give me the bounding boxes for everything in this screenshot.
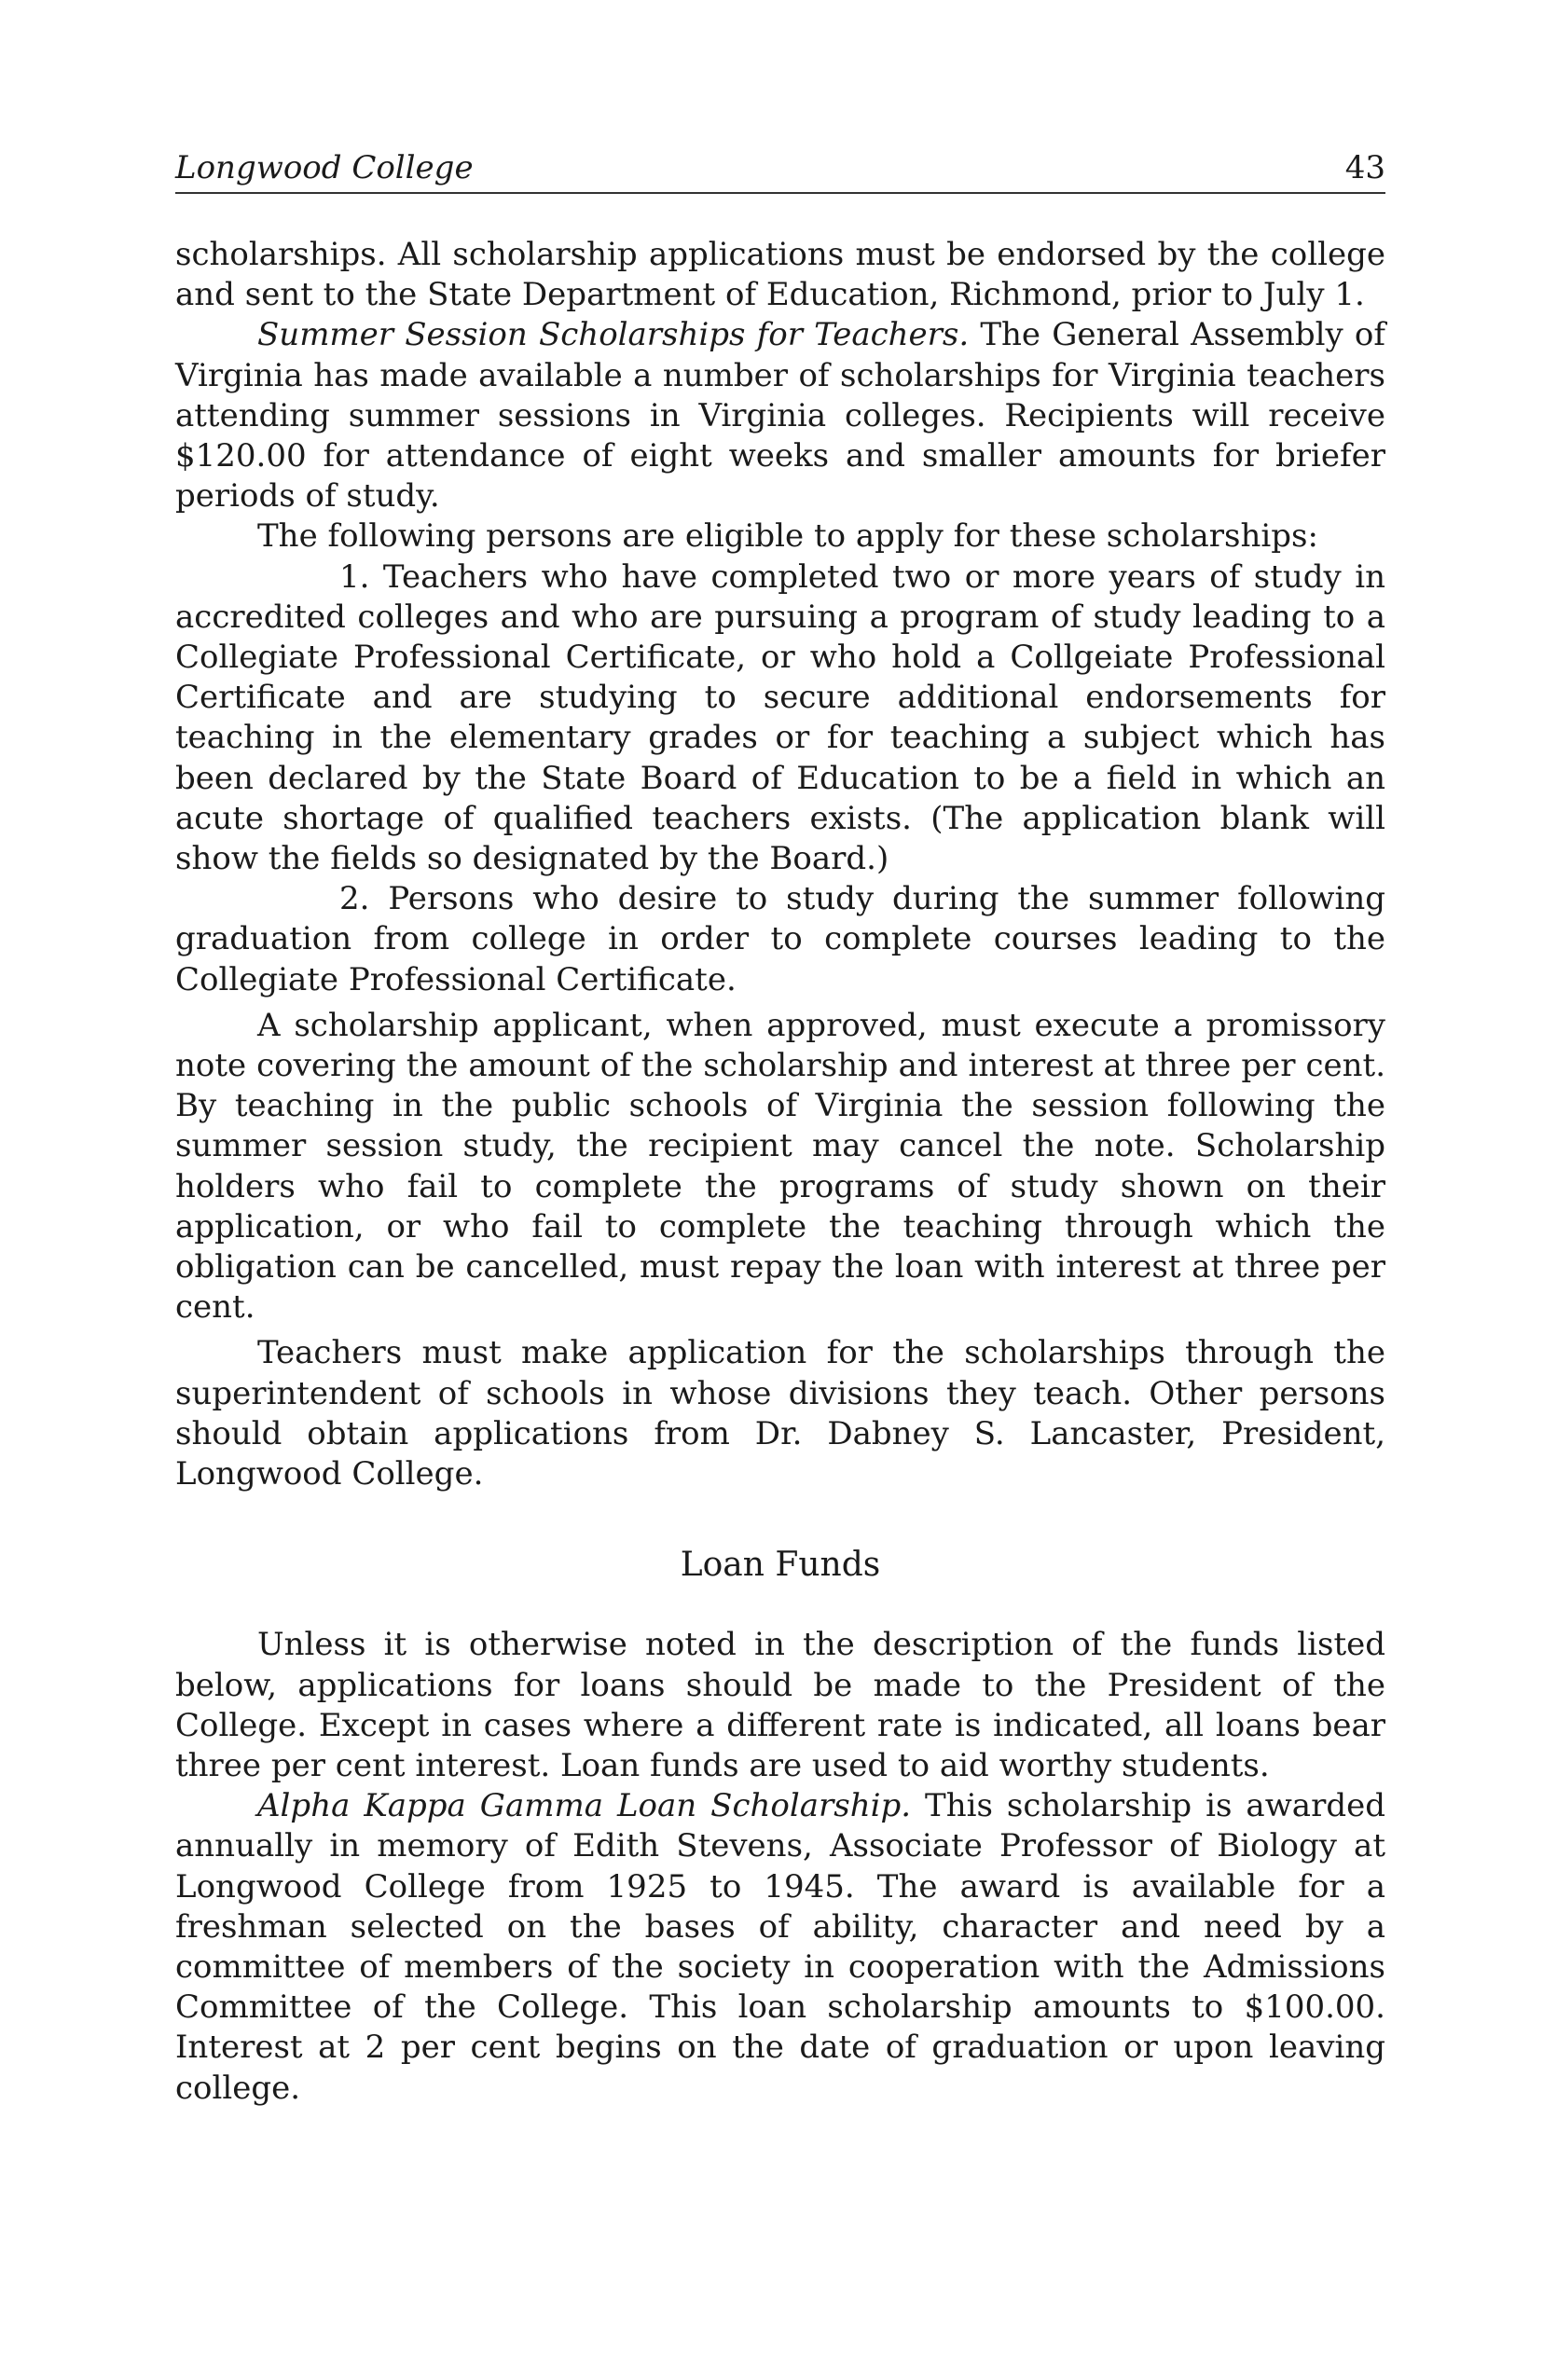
paragraph-summer-session bbox=[175, 315, 1385, 516]
alpha-kappa-gamma-title: Alpha Kappa Gamma Loan Scholarship. bbox=[257, 1787, 912, 1825]
page-number: 43 bbox=[1344, 149, 1385, 186]
list-item-1-text: Teachers who have completed two or more years of study in accredited colleges and who are pursuing a program of study leading to a Collegiate Professional Certificate, or who hold a Collgeiate Professional Certificate and are studying to secure additional endorsements for teaching in the elementary grades or for teaching a subject which has been declared by the State Board of Education to be a field in which an acute shortage of qualified teachers exists. (The application blank will show the fields so designated by the Board.) bbox=[175, 557, 1385, 878]
paragraph-eligibility: The following persons are eligible to apply for these scholarships: bbox=[257, 517, 1318, 556]
paragraph-alpha-kappa-gamma bbox=[175, 1786, 1385, 2109]
list-item-1-number: 1. bbox=[339, 557, 370, 596]
paragraph-scholarship-endorsement: scholarships. All scholarship applications must be endorsed by the college and sent to the State Department of Education, Richmond, prior to July 1. bbox=[175, 236, 1385, 314]
document-page bbox=[175, 149, 1385, 2109]
list-item-2-text: Persons who desire to study during the summer following graduation from college in order to complete courses leading to the Collegiate Professional Certificate. bbox=[175, 880, 1385, 998]
alpha-kappa-gamma-text: This scholarship is awarded annually in memory of Edith Stevens, Associate Professor of Biology at Longwood College from 1925 to 1945. The award is available for a freshman selected on the bases of ability, character and need by a committee of members of the society in cooperation with the Admissions Committee of the College. This loan scholarship amounts to $100.00. Interest at 2 per cent begins on the date of graduation or upon leaving college. bbox=[175, 1787, 1385, 2107]
paragraph-promissory-note: A scholarship applicant, when approved, must execute a promissory note covering the amount of the scholarship and interest at three per cent. By teaching in the public schools of Virginia the session following the summer session study, the recipient may cancel the note. Scholarship holders who fail to complete the programs of study shown on their application, or who fail to complete the teaching through which the obligation can be cancelled, must repay the loan with interest at three per cent. bbox=[175, 1006, 1385, 1327]
list-item-2 bbox=[175, 879, 1385, 1000]
paragraph-application-process: Teachers must make application for the scholarships through the superintendent of schools in whose divisions they teach. Other persons should obtain applications from Dr. Dabney S. Lancaster, President, Longwood College. bbox=[175, 1334, 1385, 1493]
running-title: Longwood College bbox=[175, 149, 474, 186]
summer-session-title: Summer Session Scholarships for Teachers. bbox=[257, 316, 970, 354]
page-header bbox=[175, 149, 1385, 194]
body-text bbox=[175, 235, 1385, 2109]
summer-session-text: The General Assembly of Virginia has made available a number of scholarships for Virginia teachers attending summer sessions in Virginia colleges. Recipients will receive $120.00 for attendance of eight weeks and smaller amounts for briefer periods of study. bbox=[175, 316, 1385, 516]
paragraph-loan-funds-intro: Unless it is otherwise noted in the description of the funds listed below, applications for loans should be made to the President of the College. Except in cases where a different rate is indicated, all loans bear three per cent interest. Loan funds are used to aid worthy students. bbox=[175, 1626, 1385, 1784]
list-item-2-number: 2. bbox=[339, 880, 370, 918]
list-item-1 bbox=[175, 557, 1385, 880]
section-heading-loan-funds: Loan Funds bbox=[680, 1546, 881, 1585]
